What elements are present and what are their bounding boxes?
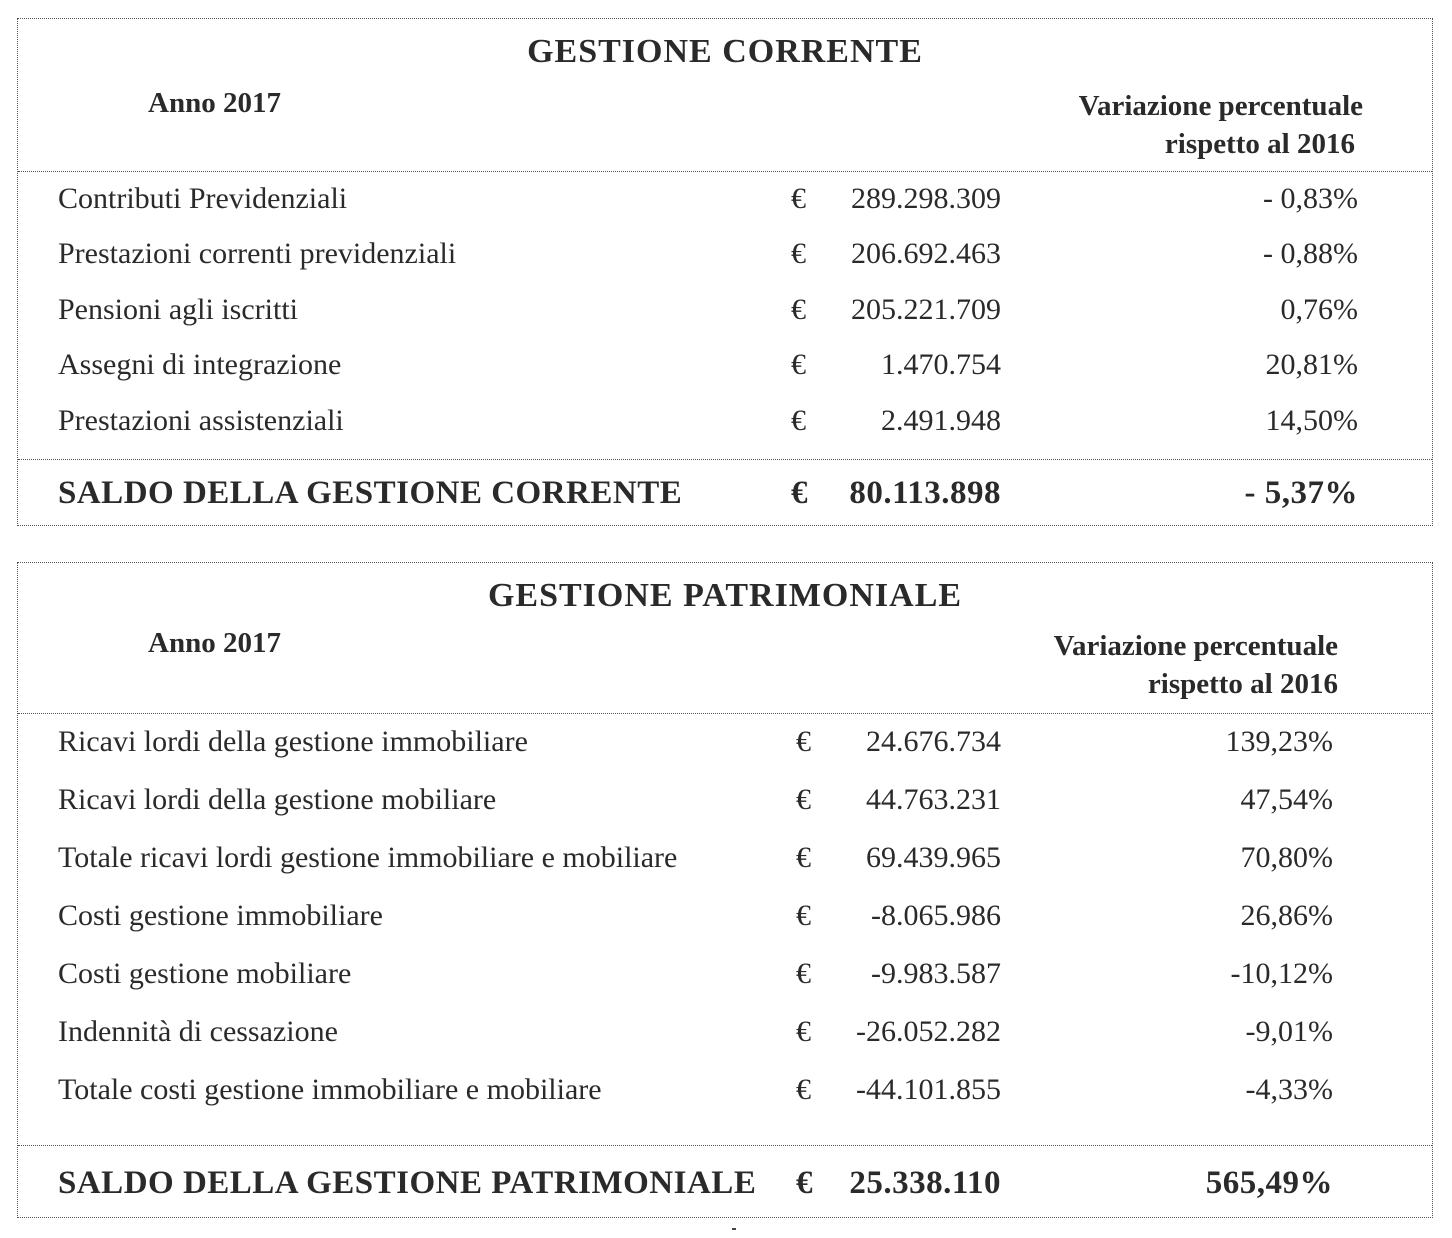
row-label: Prestazioni assistenziali: [58, 404, 344, 437]
row-currency: €: [796, 899, 811, 932]
row-percentage: 0,76%: [1280, 293, 1358, 326]
row-currency: €: [796, 1015, 811, 1048]
row-percentage: 14,50%: [1265, 404, 1358, 437]
row-currency: €: [796, 957, 811, 990]
row-amount: 2.491.948: [881, 404, 1001, 437]
total-label: SALDO DELLA GESTIONE CORRENTE: [58, 475, 683, 511]
row-label: Indennità di cessazione: [58, 1015, 338, 1048]
total-currency: €: [791, 475, 808, 511]
year-header: Anno 2017: [148, 87, 281, 119]
row-amount: 1.470.754: [881, 348, 1001, 381]
row-percentage: -9,01%: [1245, 1015, 1333, 1048]
row-currency: €: [791, 404, 806, 437]
row-percentage: 47,54%: [1240, 783, 1333, 816]
row-percentage: - 0,83%: [1263, 182, 1358, 215]
row-amount: -9.983.587: [871, 957, 1001, 990]
table-title: GESTIONE CORRENTE: [527, 33, 923, 70]
row-amount: 24.676.734: [866, 725, 1001, 758]
row-percentage: 70,80%: [1240, 841, 1333, 874]
row-label: Pensioni agli iscritti: [58, 293, 298, 326]
row-amount: 289.298.309: [851, 182, 1001, 215]
table-row: [18, 783, 1432, 823]
table-row: [18, 237, 1432, 277]
table-row: [18, 348, 1432, 388]
total-currency: €: [796, 1165, 813, 1201]
variation-header-line2: rispetto al 2016: [1164, 128, 1355, 160]
total-divider: [18, 459, 1432, 460]
total-percentage: 565,49%: [1205, 1165, 1333, 1201]
total-percentage: - 5,37%: [1244, 475, 1358, 511]
row-percentage: 26,86%: [1240, 899, 1333, 932]
header-divider: [18, 171, 1432, 172]
row-currency: €: [791, 237, 806, 270]
row-label: Costi gestione immobiliare: [58, 899, 383, 932]
table-title: GESTIONE PATRIMONIALE: [487, 577, 963, 614]
row-currency: €: [791, 182, 806, 215]
row-percentage: 20,81%: [1265, 348, 1358, 381]
row-percentage: - 0,88%: [1263, 237, 1358, 270]
gestione-patrimoniale-table: [17, 562, 1433, 1218]
row-percentage: 139,23%: [1225, 725, 1333, 758]
row-label: Contributi Previdenziali: [58, 182, 348, 215]
variation-header-line1: Variazione percentuale: [1053, 630, 1338, 662]
total-amount: 25.338.110: [849, 1165, 1001, 1201]
total-row: [18, 475, 1432, 515]
variation-header-line1: Variazione percentuale: [1078, 90, 1363, 122]
row-amount: 69.439.965: [866, 841, 1001, 874]
row-amount: -26.052.282: [856, 1015, 1001, 1048]
row-label: Ricavi lordi della gestione immobiliare: [58, 725, 528, 758]
row-label: Assegni di integrazione: [58, 348, 342, 381]
table-row: [18, 725, 1432, 765]
row-label: Costi gestione mobiliare: [58, 957, 352, 990]
page-mark: [732, 1228, 736, 1230]
row-amount: -8.065.986: [871, 899, 1001, 932]
row-amount: 44.763.231: [866, 783, 1001, 816]
variation-header: [953, 627, 1338, 703]
row-amount: 205.221.709: [851, 293, 1001, 326]
table-row: [18, 293, 1432, 333]
gestione-corrente-table: [17, 18, 1433, 526]
total-divider: [18, 1145, 1432, 1146]
row-label: Totale ricavi lordi gestione immobiliare e mobiliare: [58, 841, 678, 874]
variation-header-line2: rispetto al 2016: [1147, 668, 1338, 700]
variation-header: [978, 87, 1363, 163]
row-amount: 206.692.463: [851, 237, 1001, 270]
row-currency: €: [796, 841, 811, 874]
row-label: Prestazioni correnti previdenziali: [58, 237, 457, 270]
table-row: [18, 1073, 1432, 1113]
row-currency: €: [791, 293, 806, 326]
row-label: Ricavi lordi della gestione mobiliare: [58, 783, 497, 816]
table-row: [18, 182, 1432, 222]
row-currency: €: [791, 348, 806, 381]
row-percentage: -10,12%: [1230, 957, 1333, 990]
row-label: Totale costi gestione immobiliare e mobiliare: [58, 1073, 602, 1106]
table-row: [18, 1015, 1432, 1055]
row-currency: €: [796, 1073, 811, 1106]
header-divider: [18, 713, 1432, 714]
table-row: [18, 841, 1432, 881]
row-amount: -44.101.855: [856, 1073, 1001, 1106]
year-header: Anno 2017: [148, 627, 281, 659]
table-row: [18, 899, 1432, 939]
row-currency: €: [796, 783, 811, 816]
table-row: [18, 957, 1432, 997]
table-row: [18, 404, 1432, 444]
total-row: [18, 1165, 1432, 1205]
total-label: SALDO DELLA GESTIONE PATRIMONIALE: [58, 1165, 757, 1201]
total-amount: 80.113.898: [849, 475, 1001, 511]
row-percentage: -4,33%: [1245, 1073, 1333, 1106]
row-currency: €: [796, 725, 811, 758]
